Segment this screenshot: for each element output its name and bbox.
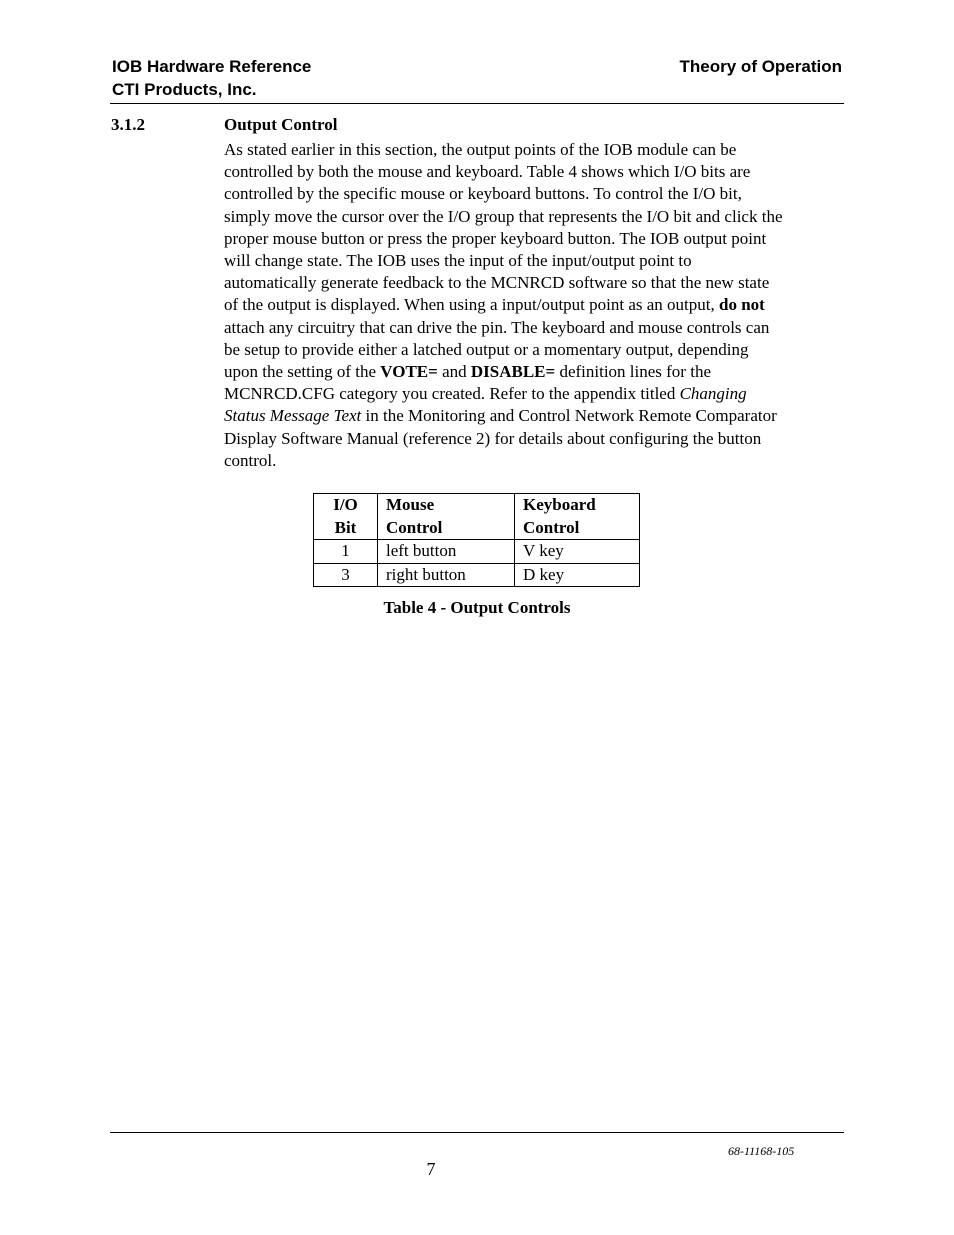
table-cell: 1 (314, 540, 378, 564)
text-run: As stated earlier in this section, the output points of the IOB module can be (224, 140, 737, 159)
header-rule (110, 103, 844, 104)
text-line (224, 383, 846, 405)
table-cell: 3 (314, 563, 378, 587)
text-line (224, 405, 846, 427)
header-cell-io-bit: I/O Bit (314, 494, 378, 540)
text-line (224, 428, 846, 450)
text-run: attach any circuitry that can drive the pin. The keyboard and mouse controls can (224, 317, 770, 337)
italic-text: Status Message Text (224, 406, 362, 426)
text-line (224, 206, 846, 228)
text-run: in the Monitoring and Control Network Remote Comparator (361, 406, 777, 426)
text-run: and (437, 362, 471, 382)
text-line (224, 250, 846, 272)
text-line (224, 228, 846, 250)
text-line (224, 339, 846, 361)
header-company: CTI Products, Inc. (112, 80, 257, 99)
table-row (314, 563, 640, 587)
text-run: proper mouse button or press the proper keyboard button. The IOB output point (224, 228, 767, 248)
text-run: automatically generate feedback to the MCNRCD software so that the new state (224, 273, 770, 293)
body-paragraph (224, 139, 846, 472)
text-line (224, 294, 846, 316)
text-line (224, 361, 846, 383)
table-header-row (314, 494, 640, 540)
table-cell: D key (515, 563, 640, 587)
table-row (314, 540, 640, 564)
bold-text: DISABLE= (470, 362, 556, 382)
header-cell-mouse-control: Mouse Control (378, 494, 515, 540)
page-number: 7 (426, 1159, 436, 1179)
text-run: MCNRCD.CFG category you created. Refer to the appendix titled (224, 384, 680, 404)
text-run: definition lines for the (555, 362, 711, 382)
header-cell-keyboard-control: Keyboard Control (515, 494, 640, 540)
section-number: 3.1.2 (111, 115, 145, 134)
text-run: will change state. The IOB uses the input of the input/output point to (224, 251, 692, 271)
text-run: controlled by both the mouse and keyboard. Table 4 shows which I/O bits are (224, 162, 751, 182)
text-line (224, 272, 846, 294)
text-run: control. (224, 450, 277, 470)
text-line (224, 139, 846, 161)
text-run: of the output is displayed. When using a input/output point as an output, (224, 295, 720, 315)
text-run: be setup to provide either a latched output or a momentary output, depending (224, 339, 749, 359)
running-header-left (112, 55, 311, 101)
section-title: Output Control (224, 115, 338, 134)
footer-rule (110, 1132, 844, 1133)
table-cell: V key (515, 540, 640, 564)
header-title: IOB Hardware Reference (112, 57, 312, 76)
text-run: simply move the cursor over the I/O group that represents the I/O bit and click the (224, 206, 783, 226)
text-line (224, 183, 846, 205)
bold-text: VOTE= (380, 362, 438, 382)
table-cell: right button (378, 563, 515, 587)
text-run: Display Software Manual (reference 2) for details about configuring the button (224, 428, 762, 448)
header-chapter: Theory of Operation (679, 57, 842, 76)
italic-text: Changing (679, 384, 747, 404)
table-cell: left button (378, 540, 515, 564)
text-run: upon the setting of the (224, 362, 381, 382)
text-line (224, 317, 846, 339)
text-line (224, 161, 846, 183)
document-number: 68-11168-105 (728, 1144, 795, 1158)
text-line (224, 450, 846, 472)
text-run: controlled by the specific mouse or keyboard buttons. To control the I/O bit, (224, 184, 742, 204)
table-caption: Table 4 - Output Controls (383, 598, 571, 617)
bold-text: do not (719, 295, 765, 315)
output-controls-table (313, 493, 640, 587)
